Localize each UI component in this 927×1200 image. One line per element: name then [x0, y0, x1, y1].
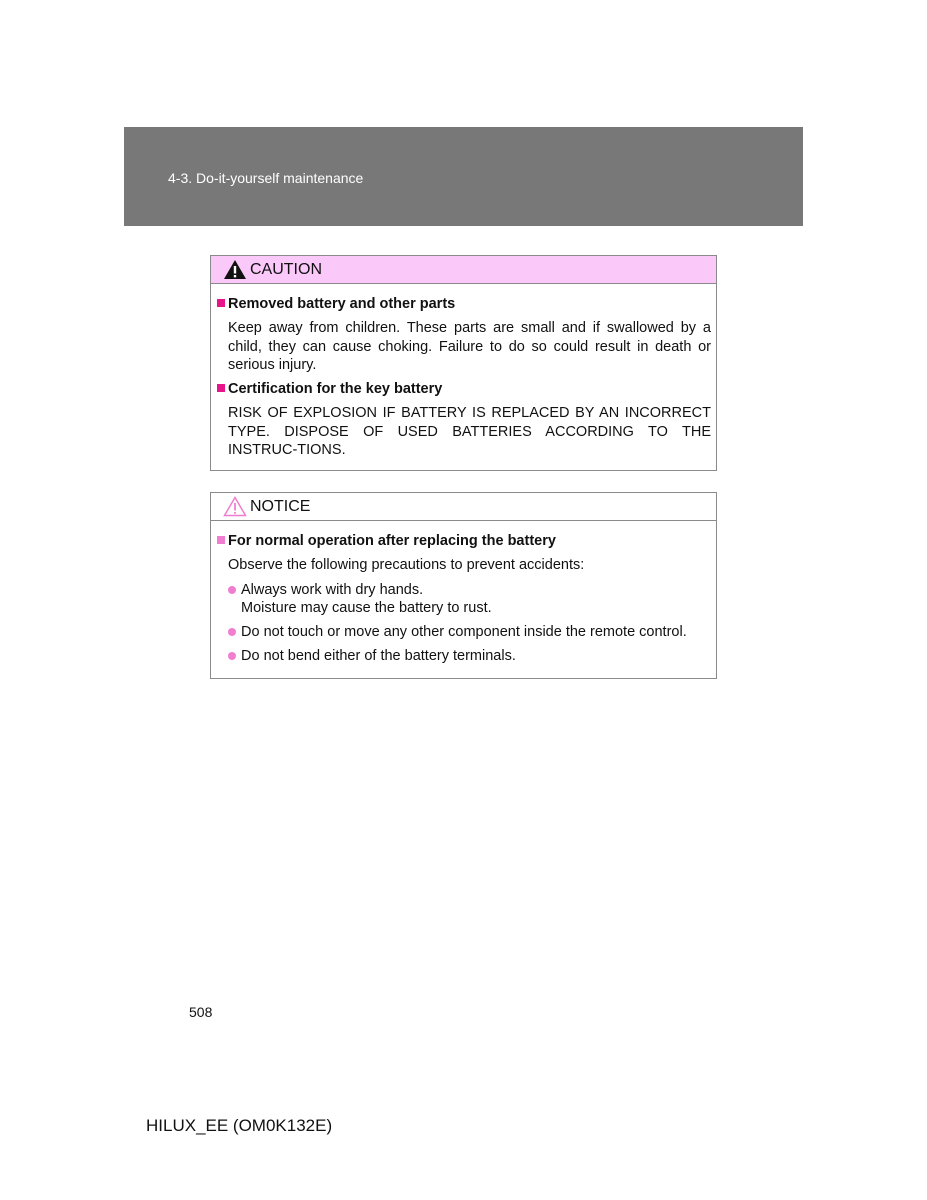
manual-code: HILUX_EE (OM0K132E)	[146, 1116, 333, 1135]
notice-intro: Observe the following precautions to prevent accidents:	[228, 557, 585, 574]
notice-header	[211, 493, 716, 521]
notice-box	[210, 492, 717, 679]
list-item: Do not touch or move any other component inside the remote control.	[228, 623, 711, 641]
notice-body	[211, 521, 716, 678]
section-header-band	[124, 127, 803, 226]
section-title: 4-3. Do-it-yourself maintenance	[168, 170, 364, 186]
notice-item-title: For normal operation after replacing the battery	[228, 532, 711, 550]
warning-triangle-icon	[223, 259, 247, 280]
caution-item-title: Removed battery and other parts	[228, 295, 711, 313]
caution-item-text: RISK OF EXPLOSION IF BATTERY IS REPLACED BY AN INCORRECT TYPE. DISPOSE OF USED BATTERIES ACCORDING TO THE INSTRUC-TIONS.	[228, 405, 711, 459]
square-bullet-icon	[217, 536, 225, 544]
square-bullet-icon	[217, 299, 225, 307]
caution-header	[211, 256, 716, 284]
notice-label: NOTICE	[250, 498, 311, 515]
square-bullet-icon	[217, 384, 225, 392]
list-item: Always work with dry hands. Moisture may cause the battery to rust.	[228, 581, 711, 618]
page-number: 508	[189, 1004, 213, 1020]
warning-triangle-outline-icon	[223, 496, 247, 517]
caution-item-text: Keep away from children. These parts are small and if swallowed by a child, they can cause choking. Failure to do so could result in death or serious injury.	[228, 320, 711, 373]
caution-box	[210, 255, 717, 471]
caution-label: CAUTION	[250, 261, 322, 278]
caution-item-title: Certification for the key battery	[228, 380, 711, 398]
list-item: Do not bend either of the battery terminals.	[228, 647, 711, 665]
round-bullet-icon	[228, 586, 236, 594]
round-bullet-icon	[228, 628, 236, 636]
caution-body	[211, 284, 716, 470]
round-bullet-icon	[228, 652, 236, 660]
